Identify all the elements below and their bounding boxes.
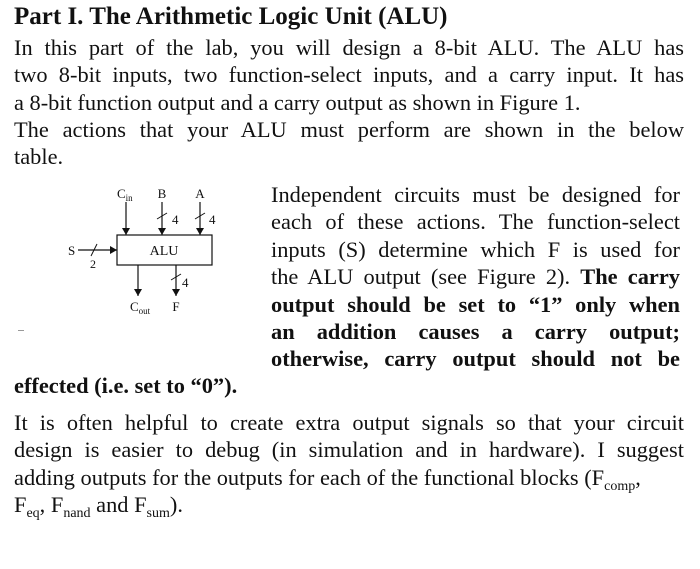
cin-arrow xyxy=(122,228,130,235)
debug-paragraph xyxy=(14,409,684,522)
debug-line: design is easier to debug (in simulation and in hardware). I suggest xyxy=(14,437,684,463)
side-line: the ALU output (see Figure 2). The carry xyxy=(271,264,680,290)
cout-label: $C_{out}$ xyxy=(130,299,151,316)
side-line: otherwise, carry output should not be xyxy=(271,346,680,372)
side-line: an addition causes a carry output; xyxy=(271,319,680,345)
margin-mark xyxy=(18,330,24,331)
side-line: each of these actions. The function-select xyxy=(271,209,680,235)
actions-paragraph xyxy=(14,116,684,171)
carry-note-end: effected (i.e. set to “0”). xyxy=(14,373,238,398)
alu-label: ALU xyxy=(149,244,179,259)
debug-line: adding outputs for the outputs for each of the functional blocks ($F_{comp}$, xyxy=(14,464,641,494)
intro-paragraph xyxy=(14,34,684,116)
intro-line: two 8-bit inputs, two function-select inputs, and a carry input. It has xyxy=(14,62,684,88)
side-line: inputs (S) determine which F is used for xyxy=(271,236,680,262)
side-line: Independent circuits must be designed for xyxy=(271,182,680,207)
alu-block-diagram xyxy=(10,180,250,330)
actions-line: The actions that your ALU must perform are shown in the below xyxy=(14,117,684,142)
actions-description xyxy=(271,181,680,373)
select-label: S xyxy=(68,243,76,258)
b-bus-width: 4 xyxy=(172,212,179,227)
f-arrow xyxy=(172,289,180,296)
debug-line: $F_{eq}$, $F_{nand}$ and $F_{sum}$). xyxy=(14,492,183,522)
a-arrow xyxy=(196,228,204,235)
b-label: B xyxy=(157,186,167,201)
select-arrow xyxy=(110,246,117,254)
actions-line: table. xyxy=(14,144,64,170)
a-bus-width: 4 xyxy=(209,212,216,227)
a-label: A xyxy=(195,186,205,201)
side-line: output should be set to “1” only when xyxy=(271,291,680,317)
cout-arrow xyxy=(134,289,142,296)
f-label: F xyxy=(172,299,180,314)
debug-line: It is often helpful to create extra output signals so that your circuit xyxy=(14,410,684,435)
b-arrow xyxy=(158,228,166,235)
intro-line: a 8-bit function output and a carry output as shown in Figure 1. xyxy=(14,89,581,115)
intro-line: In this part of the lab, you will design a 8-bit ALU. The ALU has xyxy=(14,35,684,60)
f-bus-width: 4 xyxy=(182,275,189,290)
section-heading: Part I. The Arithmetic Logic Unit (ALU) xyxy=(14,3,448,30)
select-bus-width: 2 xyxy=(90,257,96,271)
cin-label: $C_{in}$ xyxy=(117,186,133,203)
